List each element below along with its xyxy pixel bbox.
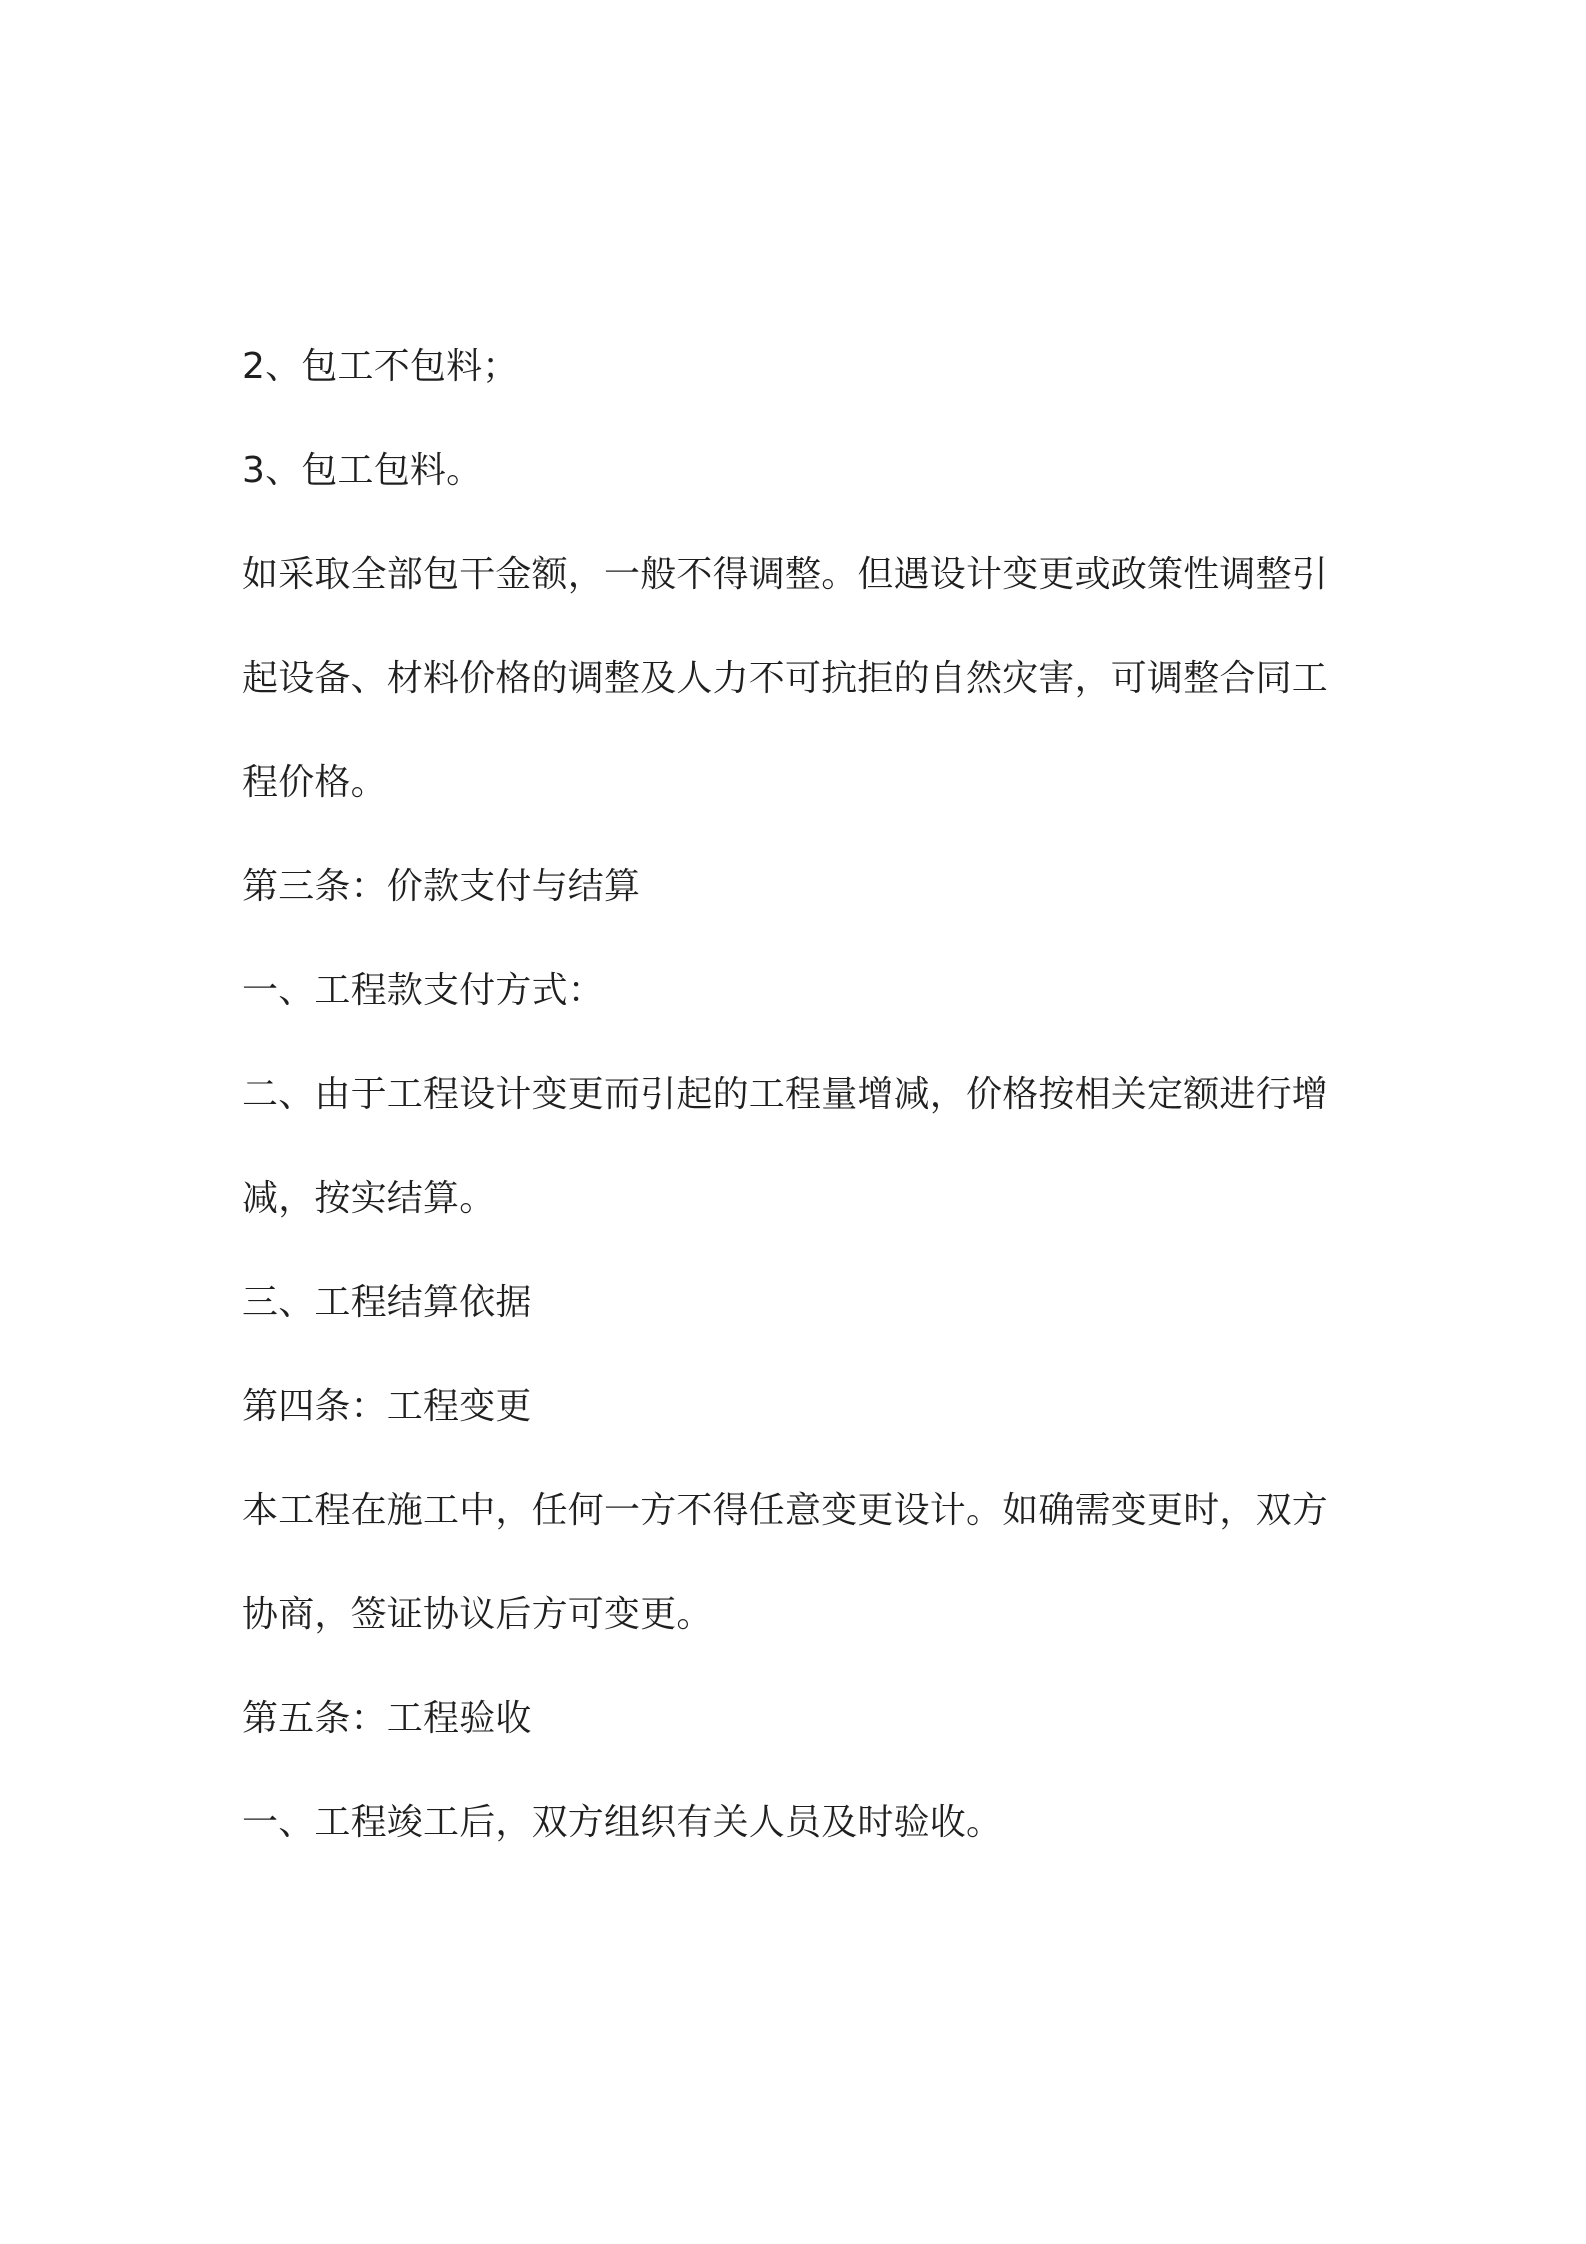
article-4-heading <box>242 1355 1352 1459</box>
text-line: 二、由于工程设计变更而引起的工程量增减，价格按相关定额进行增 <box>242 1074 1329 1115</box>
article-5-heading <box>242 1667 1352 1771</box>
change-rule-paragraph <box>242 1459 1352 1667</box>
settlement-basis-item <box>242 1251 1352 1355</box>
text-line: 协商，签证协议后方可变更。 <box>242 1594 713 1635</box>
design-change-item <box>242 1043 1352 1251</box>
text-line: 如采取全部包干金额，一般不得调整。但遇设计变更或政策性调整引 <box>242 554 1329 595</box>
text-line: 一、工程竣工后，双方组织有关人员及时验收。 <box>242 1802 1003 1843</box>
text-line: 一、工程款支付方式： <box>242 970 605 1011</box>
list-item-2 <box>242 315 1352 419</box>
price-adjustment-paragraph <box>242 523 1352 835</box>
document-body <box>242 315 1352 1875</box>
text-line: 第五条：工程验收 <box>242 1698 532 1739</box>
payment-method-item <box>242 939 1352 1043</box>
text-line: 三、工程结算依据 <box>242 1282 532 1323</box>
text-line: 3、包工包料。 <box>242 450 483 491</box>
acceptance-item <box>242 1771 1352 1875</box>
list-item-3 <box>242 419 1352 523</box>
text-line: 减，按实结算。 <box>242 1178 496 1219</box>
text-line: 第三条：价款支付与结算 <box>242 866 641 907</box>
text-line: 程价格。 <box>242 762 387 803</box>
text-line: 2、包工不包料； <box>242 346 519 387</box>
text-line: 本工程在施工中，任何一方不得任意变更设计。如确需变更时，双方 <box>242 1490 1329 1531</box>
text-line: 第四条：工程变更 <box>242 1386 532 1427</box>
text-line: 起设备、材料价格的调整及人力不可抗拒的自然灾害，可调整合同工 <box>242 658 1329 699</box>
article-3-heading <box>242 835 1352 939</box>
